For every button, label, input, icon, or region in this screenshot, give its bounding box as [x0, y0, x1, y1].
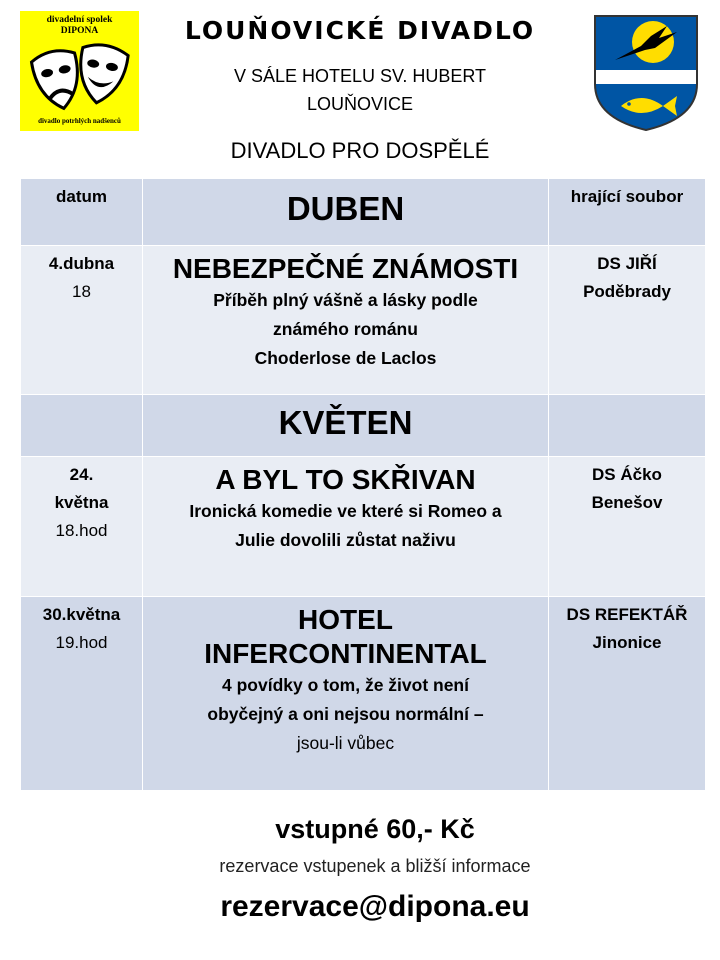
description-line: jsou-li vůbec [296, 733, 395, 753]
show-date-cell [21, 246, 143, 395]
show-group-cell [549, 246, 706, 395]
show-info-cell [143, 597, 549, 791]
show-title: A BYL TO SKŘIVAN [215, 464, 476, 495]
theatre-masks-icon [28, 39, 132, 119]
venue-text: V SÁLE HOTELU SV. HUBERT [233, 66, 487, 86]
month-heading-may [143, 395, 549, 457]
show-info-cell [143, 246, 549, 395]
logo-bottom-text: divadlo potrhlých nadšenců [38, 117, 121, 125]
description-line: Julie dovolili zůstat naživu [235, 530, 456, 550]
table-row [21, 395, 706, 457]
table-row [21, 597, 706, 791]
show-description [143, 671, 548, 758]
group-name: DS REFEKTÁŘ [566, 605, 688, 624]
group-name: DS JIŘÍ [597, 254, 657, 273]
empty-cell [549, 395, 706, 457]
show-description [143, 497, 548, 555]
description-line: známého románu [273, 319, 418, 339]
show-title: NEBEZPEČNÉ ZNÁMOSTI [172, 253, 519, 284]
municipal-crest-icon [593, 14, 699, 132]
month-heading-april [143, 179, 549, 246]
reservation-email: rezervace@dipona.eu [220, 890, 530, 923]
show-group-cell [549, 457, 706, 597]
audience-text: DIVADLO PRO DOSPĚLÉ [230, 138, 490, 163]
table-row [21, 457, 706, 597]
group-town: Jinonice [592, 633, 662, 652]
show-time: 19.hod [55, 633, 108, 652]
table-row [21, 179, 706, 246]
description-line: Ironická komedie ve které si Romeo a [189, 501, 502, 521]
admission-price: vstupné 60,- Kč [275, 814, 475, 844]
town-text: LOUŇOVICE [306, 94, 414, 114]
group-town: Poděbrady [583, 282, 671, 301]
group-town: Benešov [591, 493, 663, 512]
date-column-header: datum [21, 179, 143, 246]
month-heading: KVĚTEN [278, 404, 413, 441]
description-line: Choderlose de Laclos [254, 348, 437, 368]
show-date-cell [21, 457, 143, 597]
dipona-logo [20, 11, 139, 131]
show-date: 4.dubna [48, 254, 115, 273]
reservation-text: rezervace vstupenek a bližší informace [219, 856, 531, 876]
show-date: 24. [69, 465, 94, 484]
show-title-line: HOTEL [298, 604, 393, 635]
logo-top-line-2: DIPONA [60, 26, 99, 36]
show-title [143, 597, 548, 671]
table-row [21, 246, 706, 395]
show-date: 30.května [42, 605, 121, 624]
show-time: 18.hod [55, 521, 108, 540]
page-title: LOUŇOVICKÉ DIVADLO [184, 16, 536, 45]
show-month: května [54, 493, 109, 512]
logo-top-line-1: divadelní spolek [46, 15, 113, 25]
group-column-header: hrající soubor [549, 179, 706, 246]
description-line: obyčejný a oni nejsou normální – [207, 704, 484, 724]
show-description [143, 286, 548, 373]
description-line: Příběh plný vášně a lásky podle [213, 290, 478, 310]
show-title-line: INFERCONTINENTAL [204, 638, 487, 669]
month-heading: DUBEN [286, 190, 405, 227]
logo-top-text [20, 15, 139, 37]
description-line: 4 povídky o tom, že život není [222, 675, 469, 695]
show-info-cell [143, 457, 549, 597]
empty-cell [21, 395, 143, 457]
show-time: 18 [72, 282, 91, 301]
group-name: DS Áčko [592, 465, 662, 484]
program-table [20, 178, 706, 791]
show-date-cell [21, 597, 143, 791]
show-group-cell [549, 597, 706, 791]
